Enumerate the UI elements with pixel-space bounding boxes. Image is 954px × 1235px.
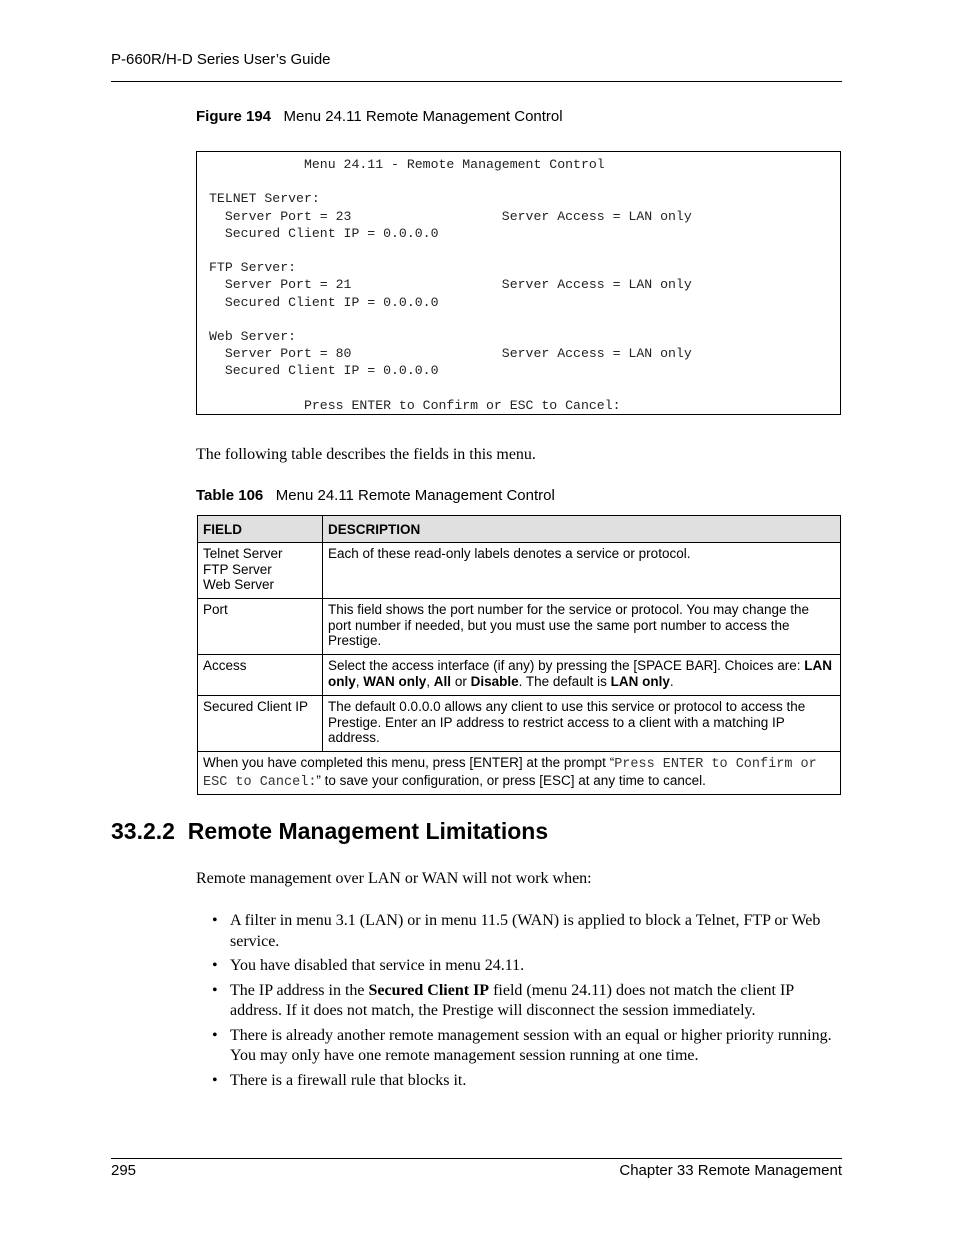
description-cell: This field shows the port number for the service or protocol. You may change the port number if needed, but you must use the same port number to access the Prestige. <box>323 599 841 655</box>
option-lan-only: LAN only <box>328 658 832 689</box>
figure-label: Figure 194 <box>196 108 272 125</box>
section-title: Remote Management Limitations <box>187 818 549 844</box>
description-text: . <box>669 673 674 689</box>
description-cell: The default 0.0.0.0 allows any client to use this service or protocol to access the Prestige. Enter an IP address to restrict access to a client with a matching IP address. <box>323 696 841 752</box>
field-cell: Secured Client IP <box>198 696 323 752</box>
table-caption <box>196 487 555 504</box>
field-name: Web Server <box>203 577 275 592</box>
description-text: or <box>451 673 471 689</box>
section-number: 33.2.2 <box>111 818 175 844</box>
bullet-icon: • <box>212 957 218 974</box>
intro-paragraph: The following table describes the fields in this menu. <box>196 446 536 463</box>
list-item <box>212 911 842 952</box>
field-cell: Port <box>198 599 323 655</box>
default-lan-only: LAN only <box>610 673 670 689</box>
field-name: FTP Server <box>203 561 272 577</box>
option-wan-only: WAN only <box>363 673 427 689</box>
column-header-field: FIELD <box>198 516 323 543</box>
limitations-list <box>212 911 842 1095</box>
bullet-icon: • <box>212 912 218 929</box>
note-prompt: Press ENTER to Confirm or ESC to Cancel: <box>203 757 817 790</box>
terminal-screen <box>196 151 841 415</box>
bullet-icon: • <box>212 1071 218 1089</box>
field-description-table <box>197 515 841 795</box>
note-text: ” to save your configuration, or press [ESC] at any time to cancel. <box>316 772 706 788</box>
table-title: Menu 24.11 Remote Management Control <box>275 487 555 504</box>
field-cell: Access <box>198 655 323 696</box>
field-name: Telnet Server <box>203 546 283 561</box>
footer-rule <box>111 1158 842 1159</box>
list-item-text: field (menu 24.11) does not match the client IP address. If it does not match, the Prestige will disconnect the session immediately. <box>230 981 794 1019</box>
header-rule <box>111 81 842 82</box>
page-number: 295 <box>111 1162 137 1179</box>
figure-caption <box>196 108 563 125</box>
list-item <box>212 1026 842 1067</box>
bullet-icon: • <box>212 981 218 999</box>
description-text: , <box>355 673 364 689</box>
field-reference: Secured Client IP <box>368 981 490 999</box>
table-row <box>198 599 841 655</box>
description-text: , <box>426 673 434 689</box>
list-item-text: There is a firewall rule that blocks it. <box>230 1071 467 1089</box>
list-item-text: A filter in menu 3.1 (LAN) or in menu 11.5 (WAN) is applied to block a Telnet, FTP or Web service. <box>230 912 821 950</box>
note-text: When you have completed this menu, press [ENTER] at the prompt “ <box>203 755 615 770</box>
table-row <box>198 655 841 696</box>
table-note-row <box>198 752 841 795</box>
option-all: All <box>433 673 452 689</box>
terminal-screen-text: Menu 24.11 - Remote Management Control TELNET Server: Server Port = 23 Server Access = LAN only Secured Client IP = 0.0.0.0 FTP Server: Server Port = 21 Server Access = LAN only Secured Client IP = 0.0.0.0 Web Server: Server Port = 80 Server Access = LAN only Secured Client IP = 0.0.0.0 Press ENTER to Confirm or ESC to Cancel: <box>209 157 692 413</box>
description-cell <box>323 655 841 696</box>
table-label: Table 106 <box>196 487 264 504</box>
list-item-text: You have disabled that service in menu 24.11. <box>230 957 525 974</box>
list-item <box>212 1071 842 1092</box>
table-header-row <box>198 516 841 543</box>
section-heading <box>111 818 548 845</box>
list-item <box>212 956 842 977</box>
table-note <box>198 752 841 795</box>
table-row <box>198 543 841 599</box>
table-row <box>198 696 841 752</box>
list-item-text: There is already another remote management session with an equal or higher priority running. You may only have one remote management session running at one time. <box>230 1026 832 1064</box>
option-disable: Disable <box>470 673 519 689</box>
figure-title: Menu 24.11 Remote Management Control <box>283 108 563 125</box>
column-header-description: DESCRIPTION <box>323 516 841 543</box>
section-intro: Remote management over LAN or WAN will not work when: <box>196 870 592 887</box>
running-header: P-660R/H-D Series User’s Guide <box>111 51 331 68</box>
description-text: . The default is <box>518 673 611 689</box>
list-item <box>212 981 842 1022</box>
description-cell: Each of these read-only labels denotes a service or protocol. <box>323 543 841 599</box>
list-item-text: The IP address in the <box>230 981 369 999</box>
footer-chapter-title: Chapter 33 Remote Management <box>619 1162 842 1179</box>
bullet-icon: • <box>212 1026 218 1044</box>
description-text: Select the access interface (if any) by pressing the [SPACE BAR]. Choices are: <box>328 658 805 673</box>
field-cell <box>198 543 323 599</box>
